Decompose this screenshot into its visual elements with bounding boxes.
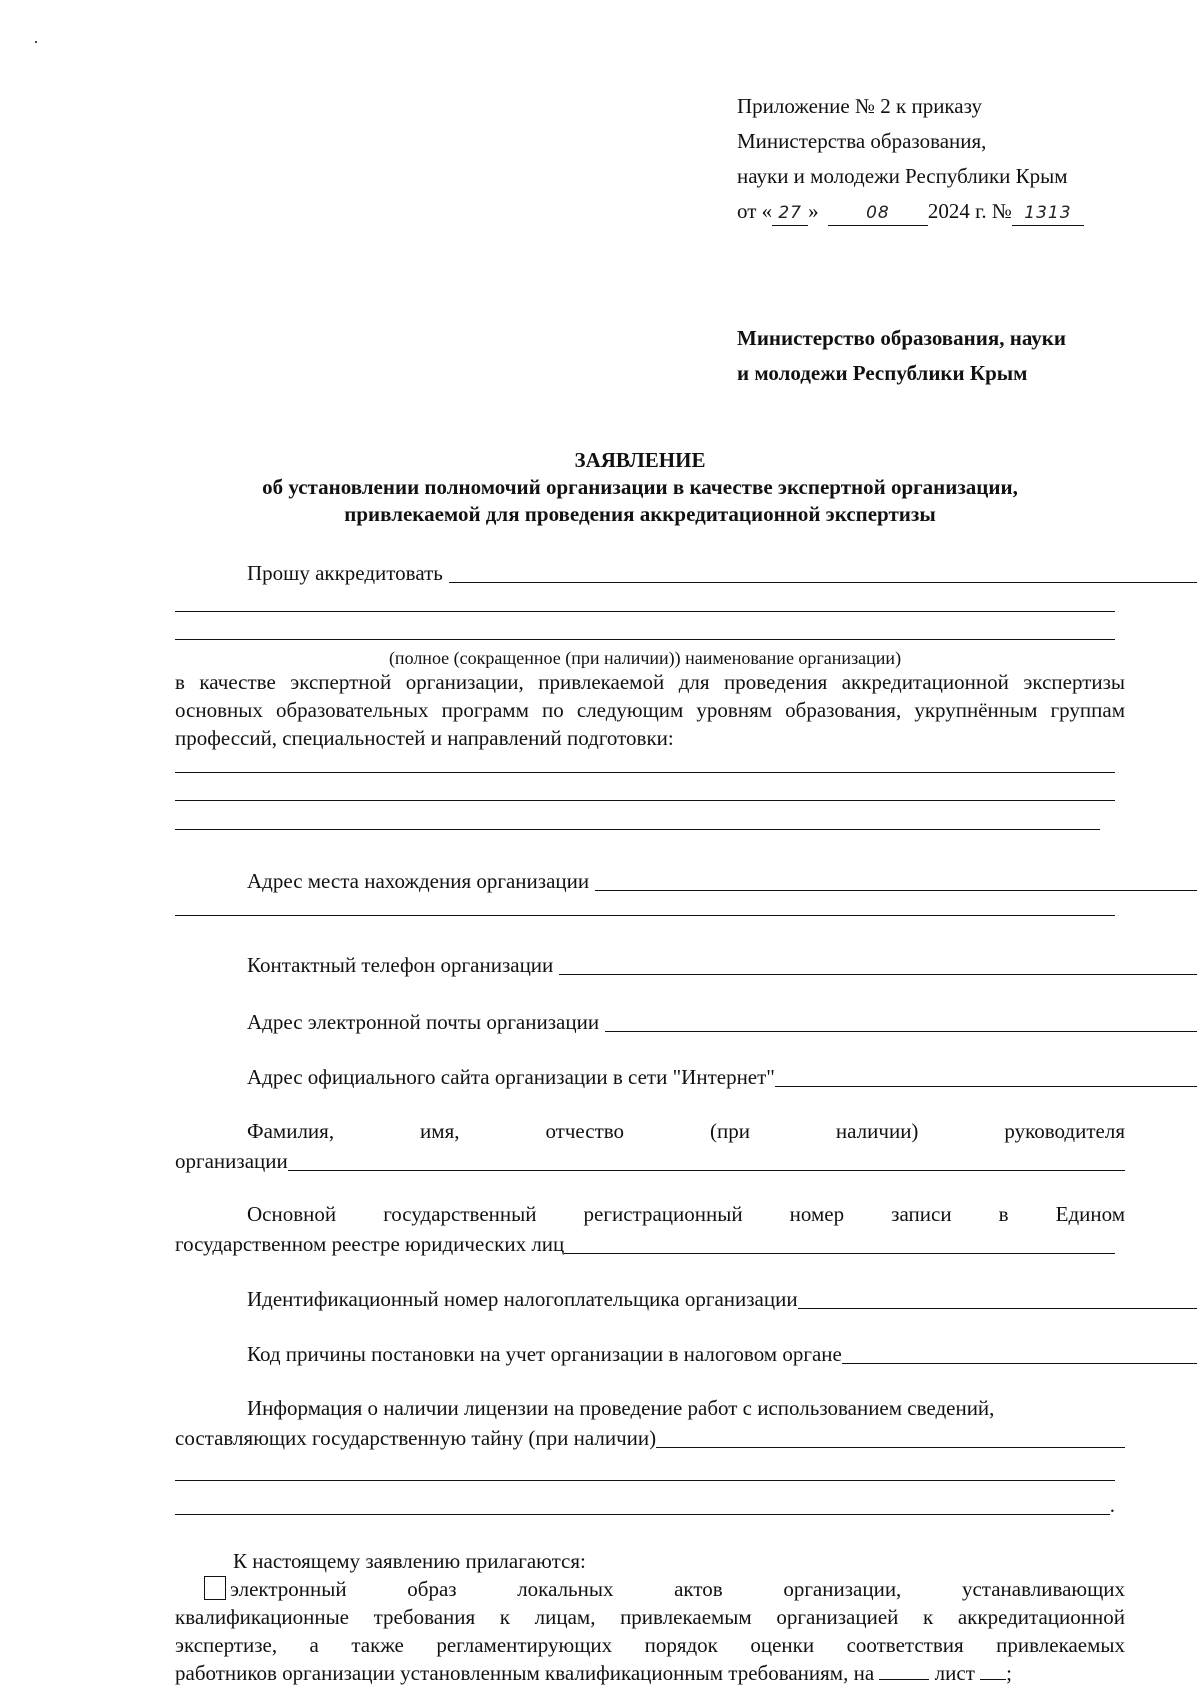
addressee-line-1: Министерство образования, науки xyxy=(737,326,1066,350)
email-row xyxy=(175,1007,1197,1037)
accredit-field[interactable] xyxy=(449,581,1197,583)
document-title xyxy=(170,447,1110,528)
sheets-count-field[interactable] xyxy=(879,1678,929,1680)
appendix-header xyxy=(737,89,1157,229)
order-number: 1313 xyxy=(1012,201,1084,226)
title-sub-1: об установлении полномочий организации в качестве экспертной организации, xyxy=(262,475,1018,499)
ogrn-field[interactable] xyxy=(564,1252,1115,1254)
attachment-item-1-line-1 xyxy=(204,1575,1125,1603)
head-row xyxy=(175,1146,1125,1176)
accredit-label: Прошу аккредитовать xyxy=(247,561,443,585)
attachment-1-text-line-3: экспертизе, а также регламентирующих порядок оценки соответствия привлекаемых xyxy=(175,1633,1125,1657)
levels-line-3[interactable] xyxy=(175,829,1100,830)
levels-text: в качестве экспертной организации, привлекаемой для проведения аккредитационной экспертизы основных образовательных программ по следующим уровням образования, укрупнённым группам профессий, специальностей и направлений подготовки: xyxy=(175,670,1125,750)
license-end: . xyxy=(1109,1493,1115,1517)
attachment-1-text-line-4a: работников организации установленным квалификационным требованиям, на xyxy=(175,1661,875,1685)
attachment-1-text-line-2: квалификационные требования к лицам, привлекаемым организацией к аккредитационной xyxy=(175,1605,1125,1629)
org-name-line-1[interactable] xyxy=(175,611,1115,612)
kpp-field[interactable] xyxy=(842,1362,1197,1364)
address-line-2[interactable] xyxy=(175,915,1115,916)
inn-row xyxy=(175,1284,1197,1314)
date-month: 08 xyxy=(828,201,928,226)
ogrn-label-line-1: Основной государственный регистрационный номер записи в Едином xyxy=(247,1202,1125,1226)
license-field[interactable] xyxy=(656,1446,1125,1448)
address-field[interactable] xyxy=(595,889,1197,891)
attachment-1-text-line-4b: лист xyxy=(934,1661,975,1685)
attachment-1-text-line-4c: ; xyxy=(1006,1661,1012,1685)
license-row xyxy=(175,1423,1125,1453)
license-label-line-2: составляющих государственную тайну (при наличии) xyxy=(175,1426,657,1450)
levels-line-2[interactable] xyxy=(175,800,1115,801)
website-field[interactable] xyxy=(775,1085,1197,1087)
address-row xyxy=(175,866,1197,896)
date-mid: » xyxy=(808,199,819,223)
head-field[interactable] xyxy=(288,1169,1125,1171)
head-label-line-2: организации xyxy=(175,1149,288,1173)
inn-field[interactable] xyxy=(798,1307,1197,1309)
appendix-line-1: Приложение № 2 к приказу xyxy=(737,94,982,118)
kpp-label: Код причины постановки на учет организации в налоговом органе xyxy=(247,1342,842,1366)
license-row-3 xyxy=(175,1490,1115,1520)
address-label: Адрес места нахождения организации xyxy=(247,869,590,893)
date-year: 2024 г. № xyxy=(927,199,1012,223)
attachment-1-checkbox[interactable] xyxy=(204,1576,226,1600)
inn-label: Идентификационный номер налогоплательщика организации xyxy=(247,1287,798,1311)
license-line-3[interactable] xyxy=(175,1513,1110,1515)
addressee xyxy=(737,321,1157,391)
title-sub-2: привлекаемой для проведения аккредитационной экспертизы xyxy=(344,502,936,526)
email-field[interactable] xyxy=(605,1030,1197,1032)
org-name-line-2[interactable] xyxy=(175,639,1115,640)
levels-line-1[interactable] xyxy=(175,772,1115,773)
appendix-line-3: науки и молодежи Республики Крым xyxy=(737,164,1068,188)
kpp-row xyxy=(175,1339,1197,1369)
title-main: ЗАЯВЛЕНИЕ xyxy=(574,448,706,472)
sheets-field[interactable] xyxy=(980,1678,1006,1680)
license-line-2[interactable] xyxy=(175,1480,1115,1481)
attachments-intro: К настоящему заявлению прилагаются: xyxy=(233,1549,586,1573)
ogrn-row xyxy=(175,1229,1115,1259)
addressee-line-2: и молодежи Республики Крым xyxy=(737,361,1028,385)
date-prefix: от « xyxy=(737,199,773,223)
license-label-line-1: Информация о наличии лицензии на проведение работ с использованием сведений, xyxy=(247,1396,995,1420)
accredit-row xyxy=(175,558,1197,588)
phone-field[interactable] xyxy=(559,973,1197,975)
attachment-1-text-line-1: электронный образ локальных актов организации, устанавливающих xyxy=(230,1577,1125,1601)
phone-label: Контактный телефон организации xyxy=(247,953,554,977)
date-day: 27 xyxy=(772,201,808,226)
email-label: Адрес электронной почты организации xyxy=(247,1010,600,1034)
appendix-date-line xyxy=(737,194,1157,229)
head-label-line-1: Фамилия, имя, отчество (при наличии) руководителя xyxy=(247,1119,1125,1143)
website-row xyxy=(175,1062,1197,1092)
scan-speck xyxy=(35,41,37,43)
attachment-1-line-4 xyxy=(175,1659,1012,1687)
org-name-caption: (полное (сокращенное (при наличии)) наименование организации) xyxy=(388,648,902,668)
appendix-line-2: Министерства образования, xyxy=(737,129,987,153)
website-label: Адрес официального сайта организации в сети "Интернет" xyxy=(247,1065,775,1089)
ogrn-label-line-2: государственном реестре юридических лиц xyxy=(175,1232,565,1256)
phone-row xyxy=(175,950,1197,980)
